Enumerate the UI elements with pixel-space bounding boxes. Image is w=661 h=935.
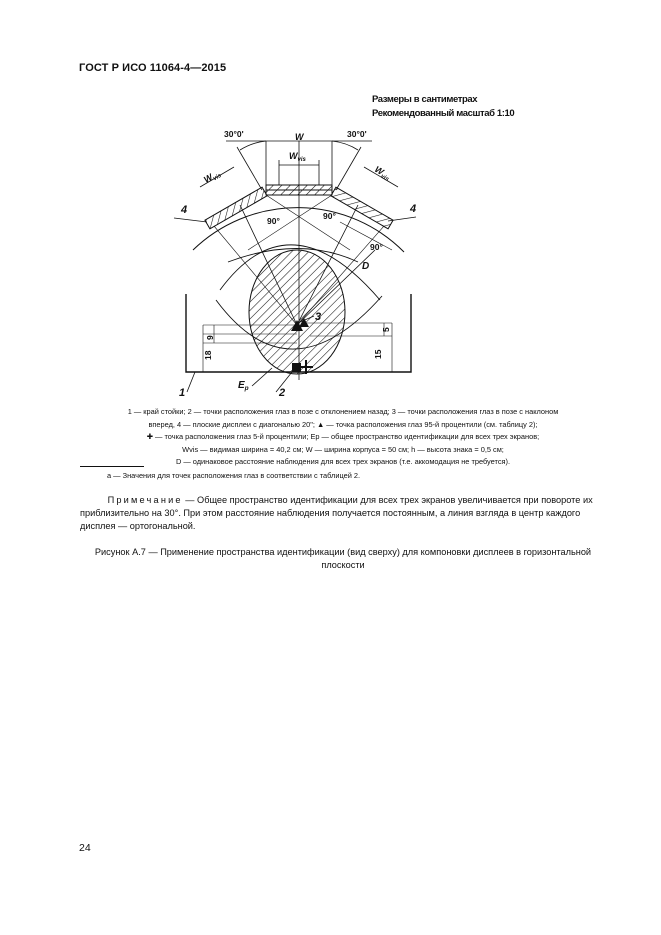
legend-line: 1 — край стойки; 2 — точки расположения глаз в позе с отклонением назад; 3 — точки расположения глаз в позе с наклоном bbox=[127, 407, 559, 416]
dim-5: 5 bbox=[381, 327, 391, 332]
note-paragraph bbox=[80, 494, 606, 532]
legend-line: ✚ — точка расположения глаз 5-й процентили; Ep — общее пространство идентификации для всех трех экранов; bbox=[146, 432, 540, 442]
figure-caption: Рисунок А.7 — Применение пространства идентификации (вид сверху) для компоновки дисплеев в горизонтальной плоскости bbox=[94, 547, 592, 570]
scale-line: Рекомендованный масштаб 1:10 bbox=[372, 108, 515, 119]
page-number: 24 bbox=[79, 842, 91, 854]
w-vis-top-label: $W_{vis}$ bbox=[289, 151, 306, 163]
footnote-separator bbox=[80, 466, 144, 467]
document-header: ГОСТ Р ИСО 11064-4—2015 bbox=[79, 62, 227, 74]
note-lead: Примечание bbox=[107, 495, 183, 505]
angle-right-label: 30°0' bbox=[347, 129, 367, 139]
angle-90-right: 90° bbox=[370, 242, 383, 252]
label-4-right: 4 bbox=[410, 203, 417, 215]
angle-left-label: 30°0' bbox=[224, 129, 244, 139]
units-line: Размеры в сантиметрах bbox=[372, 94, 478, 105]
dim-9: 9 bbox=[205, 335, 215, 340]
note-text: — Общее пространство идентификации для всех трех экранов увеличивается при повороте их приблизительно на 30°. При этом расстояние наблюдения получается постоянным, а линия взгляда в центр каждого дисплея — ортогональной. bbox=[80, 495, 593, 531]
angle-90-center: 90° bbox=[323, 211, 336, 221]
label-4-left: 4 bbox=[181, 204, 188, 216]
legend-line: Wvis — видимая ширина = 40,2 см; W — ширина корпуса = 50 см; h — высота знака = 0,5 см; bbox=[182, 444, 504, 454]
footnote: a — Значения для точек расположения глаз в соответствии с таблицей 2. bbox=[107, 471, 361, 480]
legend-line: вперед, 4 — плоские дисплеи с диагональю 20"; ▲ — точка расположения глаз 95-й процентили (см. таблицу 2); bbox=[148, 419, 538, 429]
legend-line: D — одинаковое расстояние наблюдения для всех трех экранов (т.е. аккомодация не требуется). bbox=[175, 457, 511, 467]
label-3: 3 bbox=[315, 311, 322, 323]
w-vis-left-label: $W_{vis}$ bbox=[202, 171, 223, 185]
label-d: D bbox=[362, 261, 370, 272]
w-vis-right-label: $W_{vis}$ bbox=[373, 164, 390, 183]
label-ep: $E_p$ bbox=[238, 380, 249, 392]
w-label: W bbox=[295, 132, 304, 142]
label-1: 1 bbox=[179, 387, 186, 399]
dim-18: 18 bbox=[203, 350, 213, 360]
figure-legend bbox=[80, 406, 606, 469]
figure-a7-drawing bbox=[0, 0, 661, 400]
angle-90-left: 90° bbox=[267, 216, 280, 226]
dim-15: 15 bbox=[373, 349, 383, 359]
label-2: 2 bbox=[279, 387, 286, 399]
